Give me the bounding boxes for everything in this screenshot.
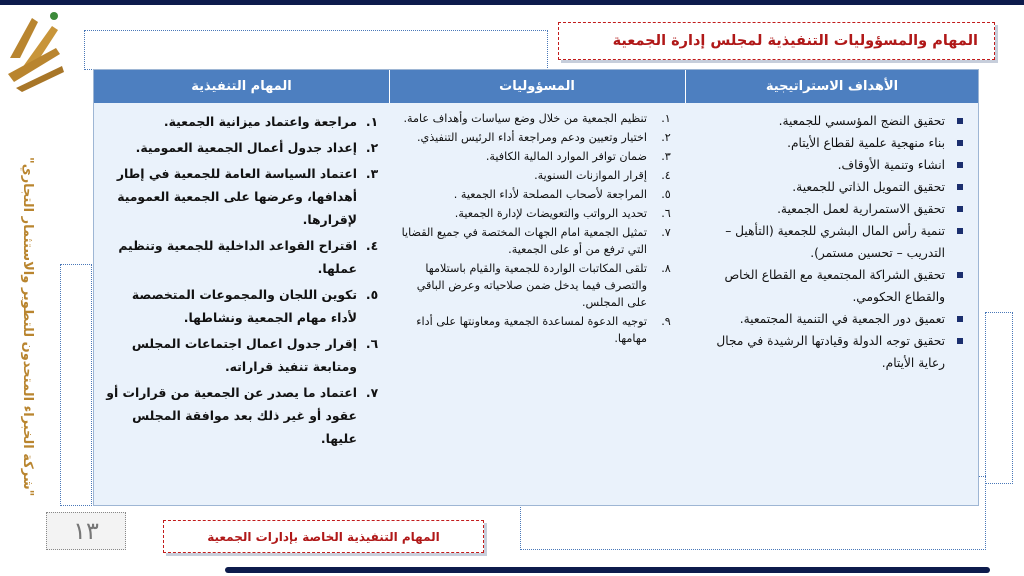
goals-column	[691, 110, 967, 374]
page-number: ١٣	[46, 512, 126, 550]
goal-item: انشاء وتنمية الأوقاف.	[691, 154, 967, 176]
responsibility-item: ٣. ضمان توافر الموارد المالية الكافية.	[485, 150, 671, 163]
responsibility-item: ٤. إقرار الموازنات السنوية.	[534, 169, 671, 182]
square-bullet-icon	[957, 184, 963, 190]
responsibilities-column	[395, 110, 681, 349]
responsibility-item: ٥. المراجعة لأصحاب المصلحة لأداء الجمعية .	[453, 188, 671, 201]
goal-item: تنمية رأس المال البشري للجمعية (التأهيل – التدريب – تحسين مستمر).	[691, 220, 967, 264]
square-bullet-icon	[957, 162, 963, 168]
decorative-frame	[84, 30, 548, 70]
task-item: ١. مراجعة واعتماد ميزانية الجمعية.	[163, 114, 379, 129]
square-bullet-icon	[957, 338, 963, 344]
column-divider	[389, 70, 390, 103]
goal-item: تعميق دور الجمعية في التنمية المجتمعية.	[691, 308, 967, 330]
top-accent-bar	[0, 0, 1024, 5]
task-item: ٦. إقرار جدول اعمال اجتماعات المجلس ومتابعة تنفيذ قراراته.	[131, 336, 379, 374]
square-bullet-icon	[957, 118, 963, 124]
task-item: ٤. اقتراح القواعد الداخلية للجمعية وتنظيم عملها.	[118, 238, 379, 276]
square-bullet-icon	[957, 272, 963, 278]
table-header-row	[94, 70, 978, 103]
header-tasks: المهام التنفيذية	[191, 79, 292, 94]
footer-caption: المهام التنفيذية الخاصة بإدارات الجمعية	[163, 520, 484, 553]
task-item: ٧. اعتماد ما يصدر عن الجمعية من قرارات أو عقود أو غير ذلك بعد موافقة المجلس عليها.	[106, 385, 379, 446]
task-item: ٣. اعتماد السياسة العامة للجمعية في إطار أهدافها، وعرضها على الجمعية العمومية لإقرارها.	[116, 166, 379, 227]
square-bullet-icon	[957, 228, 963, 234]
decorative-frame	[60, 264, 92, 506]
company-name-vertical: "شركة الخبراء المتحدون للتطوير والاستثمار التجاري"	[20, 157, 35, 497]
tasks-column	[102, 110, 385, 453]
responsibility-item: ١. تنظيم الجمعية من خلال وضع سياسات وأهداف عامة.	[403, 112, 671, 125]
square-bullet-icon	[957, 140, 963, 146]
responsibility-item: ٦. تحديد الرواتب والتعويضات لإدارة الجمعية.	[454, 207, 671, 220]
responsibility-item: ٩. توجيه الدعوة لمساعدة الجمعية ومعاونتها على أداء مهامها.	[416, 315, 671, 345]
goal-item: تحقيق النضج المؤسسي للجمعية.	[691, 110, 967, 132]
responsibility-item: ٧. تمثيل الجمعية امام الجهات المختصة في جميع القضايا التي ترفع من أو على الجمعية.	[401, 226, 671, 256]
goal-item: تحقيق التمويل الذاتي للجمعية.	[691, 176, 967, 198]
header-goals: الأهداف الاستراتيجية	[765, 79, 899, 94]
company-logo	[2, 8, 68, 94]
square-bullet-icon	[957, 316, 963, 322]
column-divider	[685, 70, 686, 103]
header-responsibilities: المسؤوليات	[499, 79, 575, 94]
goal-item: تحقيق توجه الدولة وقيادتها الرشيدة في مجال رعاية الأيتام.	[691, 330, 967, 374]
decorative-frame	[985, 312, 1013, 484]
goal-item: بناء منهجية علمية لقطاع الأيتام.	[691, 132, 967, 154]
responsibilities-table	[93, 69, 979, 506]
task-item: ٢. إعداد جدول أعمال الجمعية العمومية.	[135, 140, 379, 155]
goal-item: تحقيق الاستمرارية لعمل الجمعية.	[691, 198, 967, 220]
square-bullet-icon	[957, 206, 963, 212]
task-item: ٥. تكوين اللجان والمجموعات المتخصصة لأداء مهام الجمعية ونشاطها.	[131, 287, 379, 325]
goal-item: تحقيق الشراكة المجتمعية مع القطاع الخاص والقطاع الحكومي.	[691, 264, 967, 308]
responsibility-item: ٨. تلقى المكاتبات الواردة للجمعية والقيام باستلامها والتصرف فيما يدخل ضمن صلاحياته وعرض الباقي على المجلس.	[416, 262, 671, 309]
responsibility-item: ٢. اختيار وتعيين ودعم ومراجعة أداء الرئيس التنفيذي.	[417, 131, 671, 144]
bottom-accent-bar	[225, 567, 990, 573]
slide-title: المهام والمسؤوليات التنفيذية لمجلس إدارة الجمعية	[558, 22, 995, 60]
